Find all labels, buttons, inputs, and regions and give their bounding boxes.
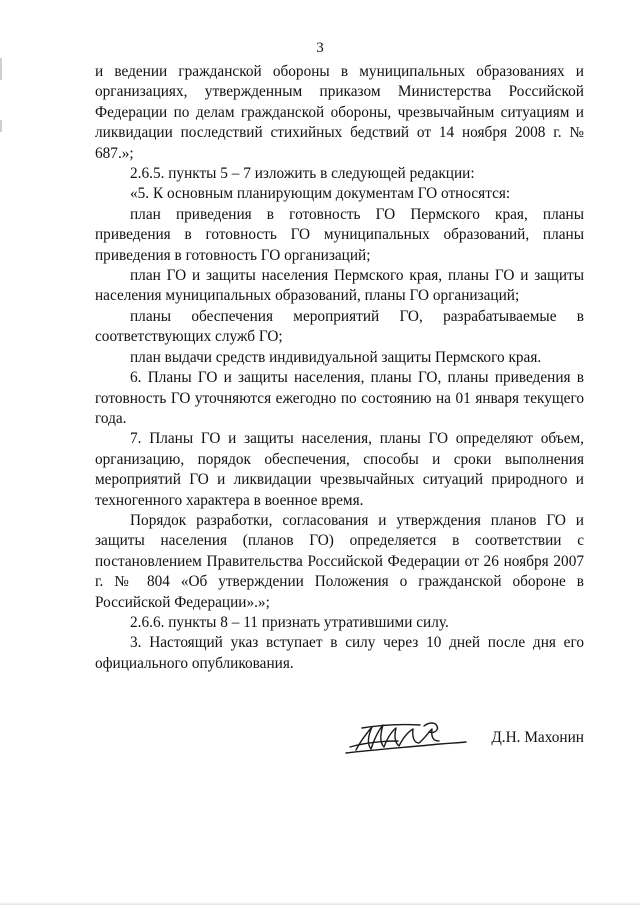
scan-edge-mark bbox=[0, 120, 2, 132]
paragraph-civil-defense-plan: план ГО и защиты населения Пермского края, планы ГО и защиты населения муниципальных образований, планы ГО организаций; bbox=[95, 267, 584, 305]
paragraph-item-5: «5. К основным планирующим документам ГО относятся: bbox=[130, 185, 511, 203]
paragraph-item-6: 6. Планы ГО и защиты населения, планы ГО, планы приведения в готовность ГО уточняются ежегодно по состоянию на 01 января текущего года. bbox=[95, 369, 584, 427]
handwritten-signature bbox=[340, 716, 468, 758]
paragraph-protection-means-plan: план выдачи средств индивидуальной защиты Пермского края. bbox=[130, 348, 542, 366]
paragraph-amendment-2-6-6: 2.6.6. пункты 8 – 11 признать утратившими силу. bbox=[130, 613, 449, 631]
paragraph-support-plans: планы обеспечения мероприятий ГО, разрабатываемые в соответствующих служб ГО; bbox=[95, 307, 584, 346]
paragraph-readiness-plan: план приведения в готовность ГО Пермского края, планы приведения в готовность ГО муниципальных образований, планы приведения в готовность ГО организаций; bbox=[95, 205, 584, 264]
paragraph-item-3-entry-into-force: 3. Настоящий указ вступает в силу через 10 дней после дня его официального опубликования. bbox=[95, 634, 584, 672]
paragraph-continuation: и ведении гражданской обороны в муниципальных образованиях и организациях, утвержденным приказом Министерства Российской Федерации по делам гражданской обороны, чрезвычайным ситуациям и ликвидации последствий стихийных бедствий от 14 ноября 2008 г. № 687.»; bbox=[95, 63, 584, 162]
scan-edge-mark bbox=[0, 58, 2, 80]
paragraph-amendment-2-6-5: 2.6.5. пункты 5 – 7 изложить в следующей редакции: bbox=[130, 165, 475, 183]
signature-block bbox=[340, 716, 584, 762]
signer-name: Д.Н. Махонин bbox=[491, 729, 584, 746]
page-number: 3 bbox=[316, 40, 324, 56]
paragraph-item-7: 7. Планы ГО и защиты населения, планы ГО определяют объем, организацию, порядок обеспечения, способы и сроки выполнения мероприятий ГО и ликвидации чрезвычайных ситуаций природного и техногенного характера в военное время. bbox=[95, 430, 584, 509]
document-body bbox=[95, 62, 584, 674]
paragraph-procedure: Порядок разработки, согласования и утверждения планов ГО и защиты населения (планов ГО) определяется в соответствии с постановлением Правительства Российской Федерации от 26 ноября 2007 г. № 804 «Об утверждении Положения о гражданской обороне в Российской Федерации».»; bbox=[95, 511, 584, 611]
